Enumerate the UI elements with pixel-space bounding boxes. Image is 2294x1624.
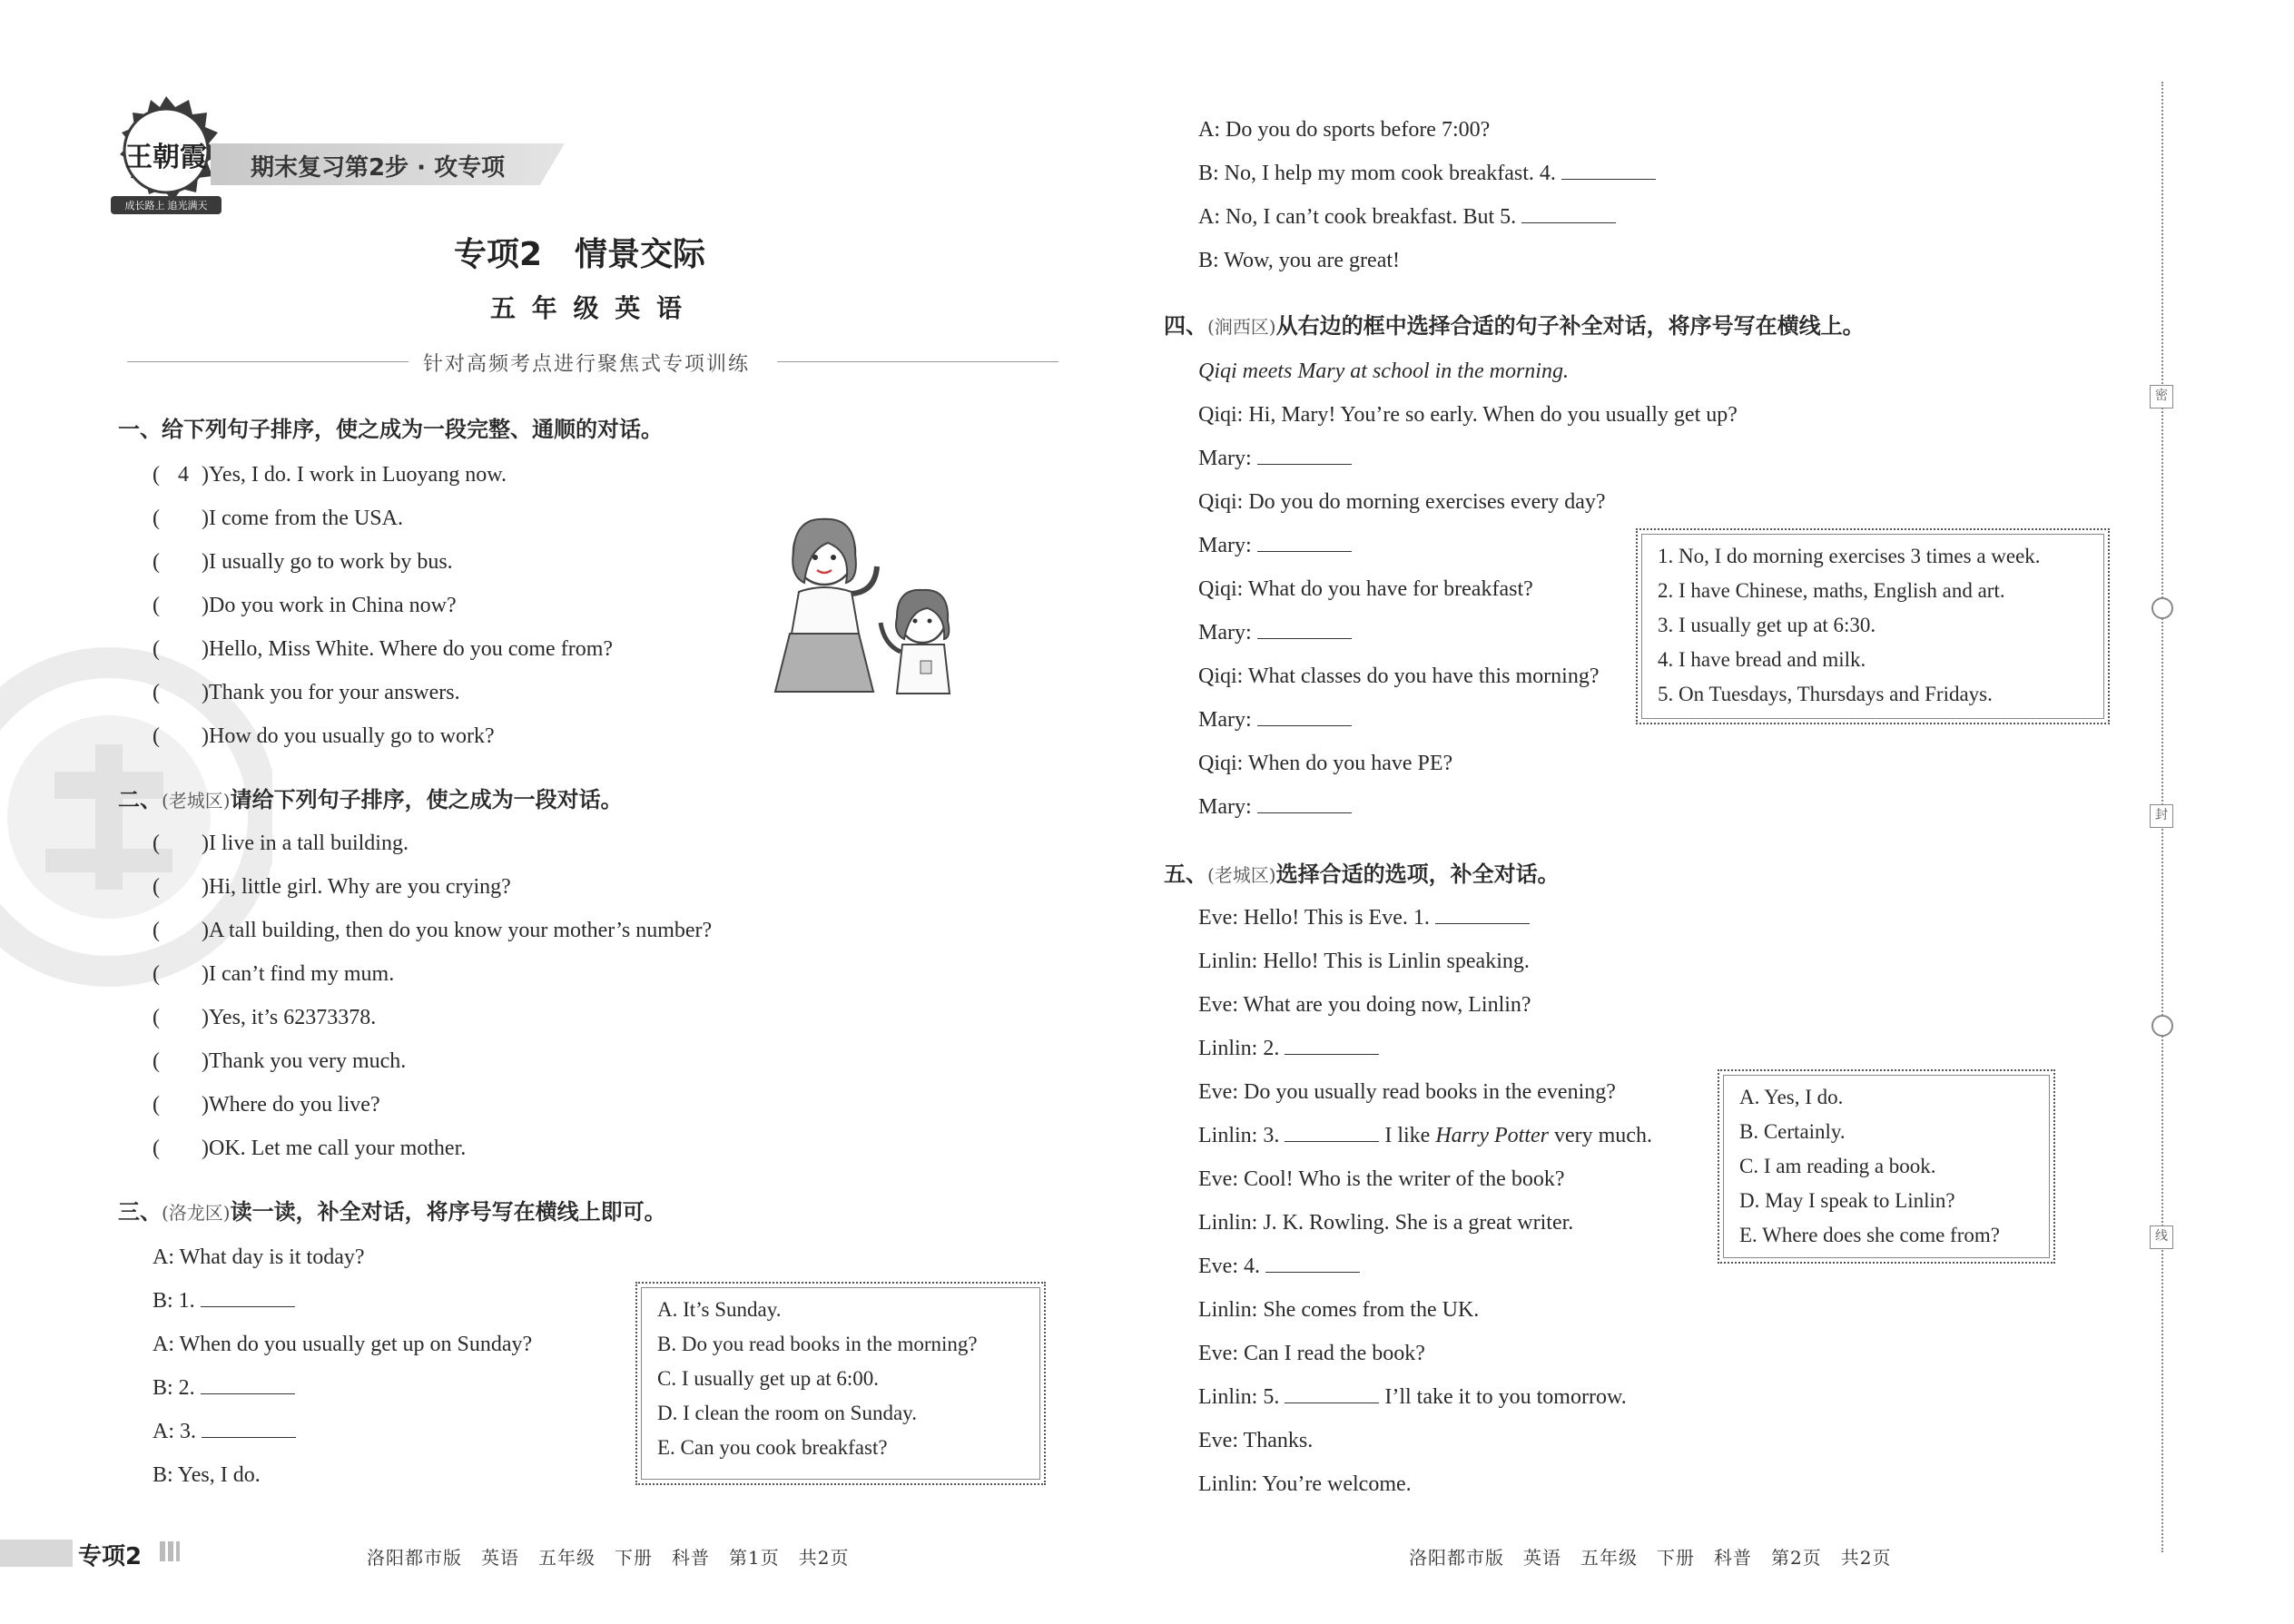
header-banner-text: 期末复习第2步 · 攻专项 — [251, 154, 506, 182]
logo-text: 王朝霞 — [125, 142, 207, 173]
section4-options-box — [1636, 528, 2110, 724]
binding-circle-icon — [2151, 1015, 2173, 1037]
dialogue-line: Eve: Can I read the book? — [1198, 1342, 1425, 1365]
tagline: 针对高频考点进行聚焦式专项训练 — [423, 352, 751, 375]
dialogue-line: Linlin: 3. I like Harry Potter very much. — [1198, 1124, 1652, 1147]
option-item: 2. I have Chinese, maths, English and art. — [1658, 579, 2005, 602]
list-item: ( )I usually go to work by bus. — [153, 550, 453, 574]
page-subtitle: 五 年 级 英 语 — [490, 293, 685, 323]
dialogue-line: A: No, I can’t cook breakfast. But 5. — [1198, 203, 1616, 231]
option-item: B. Do you read books in the morning? — [657, 1333, 978, 1355]
dialogue-line: A: 3. — [153, 1418, 296, 1445]
dialogue-line: B: 2. — [153, 1374, 295, 1402]
dialogue-line: Mary: — [1198, 706, 1352, 733]
option-item: 5. On Tuesdays, Thursdays and Fridays. — [1658, 683, 1993, 705]
dialogue-line: Linlin: 2. — [1198, 1035, 1379, 1062]
dialogue-line: Linlin: You’re welcome. — [1198, 1472, 1412, 1496]
section1-heading: 一、给下列句子排序，使之成为一段完整、通顺的对话。 — [118, 417, 663, 442]
dialogue-line: B: Wow, you are great! — [1198, 249, 1400, 272]
dialogue-line: Mary: — [1198, 619, 1352, 646]
dialogue-line: Qiqi: Do you do morning exercises every day? — [1198, 490, 1606, 514]
tagline-rule-left — [127, 361, 409, 362]
footer-tag: 专项2 — [78, 1543, 143, 1570]
dialogue-line: Eve: 4. — [1198, 1253, 1360, 1280]
dialogue-line: Linlin: She comes from the UK. — [1198, 1298, 1480, 1322]
dialogue-line: Mary: — [1198, 445, 1352, 472]
option-item: B. Certainly. — [1739, 1120, 1846, 1143]
option-item: E. Can you cook breakfast? — [657, 1436, 888, 1459]
section5-options-box — [1718, 1069, 2055, 1264]
option-item: D. I clean the room on Sunday. — [657, 1402, 917, 1424]
blank-field[interactable] — [1265, 1254, 1360, 1273]
blank-field[interactable] — [1561, 161, 1656, 180]
page-title: 专项2 情景交际 — [454, 236, 706, 273]
dialogue-line: Linlin: J. K. Rowling. She is a great writer. — [1198, 1211, 1574, 1235]
blank-field[interactable] — [202, 1419, 296, 1438]
option-item: D. May I speak to Linlin? — [1739, 1189, 1955, 1212]
dialogue-line: Eve: What are you doing now, Linlin? — [1198, 993, 1531, 1017]
dialogue-line: Qiqi: What classes do you have this morning? — [1198, 664, 1600, 688]
logo-ribbon-text: 成长路上 追光满天 — [124, 201, 208, 212]
list-item: ( )Thank you very much. — [153, 1049, 407, 1073]
dialogue-line: Eve: Thanks. — [1198, 1429, 1314, 1452]
dialogue-line: Linlin: 5. I’ll take it to you tomorrow. — [1198, 1385, 1627, 1409]
margin-char-box: 密 — [2150, 385, 2173, 408]
list-item: ( )I come from the USA. — [153, 507, 403, 530]
blank-field[interactable] — [1257, 707, 1352, 726]
illustration-teacher-girl — [768, 516, 966, 697]
blank-field[interactable] — [1257, 446, 1352, 465]
dialogue-line: Mary: — [1198, 793, 1352, 821]
blank-field[interactable] — [1285, 1036, 1379, 1055]
blank-field[interactable] — [1257, 620, 1352, 639]
footer-grid-icon — [160, 1541, 180, 1561]
margin-char-box: 线 — [2150, 1225, 2173, 1249]
dialogue-line: Qiqi: When do you have PE? — [1198, 752, 1453, 775]
dialogue-line: Linlin: Hello! This is Linlin speaking. — [1198, 950, 1530, 973]
blank-field[interactable] — [1521, 204, 1616, 223]
list-item: ( )I can’t find my mum. — [153, 962, 395, 986]
scene-description: Qiqi meets Mary at school in the morning. — [1198, 359, 1569, 383]
option-item: A. Yes, I do. — [1739, 1086, 1844, 1108]
option-item: E. Where does she come from? — [1739, 1224, 2000, 1246]
dialogue-line: B: 1. — [153, 1287, 295, 1314]
list-item: ( )OK. Let me call your mother. — [153, 1137, 467, 1160]
blank-field[interactable] — [1285, 1384, 1379, 1403]
dialogue-line: Eve: Do you usually read books in the evening? — [1198, 1080, 1616, 1104]
section3-options-box — [635, 1282, 1046, 1485]
list-item: ( )Hi, little girl. Why are you crying? — [153, 875, 511, 899]
option-item: 4. I have bread and milk. — [1658, 648, 1866, 671]
section3-heading: 三、(洛龙区)读一读，补全对话，将序号写在横线上即可。 — [118, 1199, 666, 1225]
dialogue-line: Mary: — [1198, 532, 1352, 559]
dialogue-line: A: When do you usually get up on Sunday? — [153, 1333, 533, 1356]
option-item: 3. I usually get up at 6:30. — [1658, 614, 1876, 636]
list-item: ( )Yes, it’s 62373378. — [153, 1006, 377, 1029]
dialogue-line: Qiqi: Hi, Mary! You’re so early. When do you usually get up? — [1198, 403, 1738, 427]
list-item: ( )A tall building, then do you know your mother’s number? — [153, 919, 713, 942]
footer-right-page-info: 洛阳都市版 英语 五年级 下册 科普 第2页 共2页 — [1409, 1547, 1892, 1569]
list-item: ( )I live in a tall building. — [153, 832, 409, 855]
answer-field[interactable]: 4 — [178, 463, 189, 487]
option-item: 1. No, I do morning exercises 3 times a week. — [1658, 545, 2041, 567]
section2-heading: 二、(老城区)请给下列句子排序，使之成为一段对话。 — [118, 787, 623, 812]
section4-heading: 四、(涧西区)从右边的框中选择合适的句子补全对话，将序号写在横线上。 — [1164, 313, 1865, 339]
option-item: C. I am reading a book. — [1739, 1155, 1936, 1177]
blank-field[interactable] — [201, 1375, 295, 1394]
blank-field[interactable] — [1257, 533, 1352, 552]
binding-circle-icon — [2151, 597, 2173, 619]
list-item: ( )Where do you live? — [153, 1093, 380, 1117]
list-item: ( )Do you work in China now? — [153, 594, 457, 617]
dialogue-line: B: Yes, I do. — [153, 1463, 261, 1487]
dialogue-line: Eve: Hello! This is Eve. 1. — [1198, 904, 1530, 931]
list-item: ( )Hello, Miss White. Where do you come from? — [153, 637, 614, 661]
blank-field[interactable] — [201, 1288, 295, 1307]
list-item: ( )Thank you for your answers. — [153, 681, 460, 704]
margin-char-box: 封 — [2150, 804, 2173, 828]
footer-left-page-info: 洛阳都市版 英语 五年级 下册 科普 第1页 共2页 — [367, 1547, 850, 1569]
blank-field[interactable] — [1435, 905, 1530, 924]
option-item: C. I usually get up at 6:00. — [657, 1367, 880, 1390]
logo — [107, 94, 225, 221]
dialogue-line: Eve: Cool! Who is the writer of the book? — [1198, 1167, 1565, 1191]
list-item: ( )How do you usually go to work? — [153, 724, 495, 748]
option-item: A. It’s Sunday. — [657, 1298, 782, 1321]
section5-heading: 五、(老城区)选择合适的选项，补全对话。 — [1164, 861, 1560, 887]
tagline-rule-right — [777, 361, 1058, 362]
footer-tag-bar — [0, 1540, 73, 1567]
dialogue-line: A: What day is it today? — [153, 1245, 365, 1269]
list-item: ( 4 )Yes, I do. I work in Luoyang now. — [153, 463, 507, 487]
blank-field[interactable] — [1285, 1123, 1379, 1142]
dialogue-line: Qiqi: What do you have for breakfast? — [1198, 577, 1533, 601]
blank-field[interactable] — [1257, 794, 1352, 813]
dialogue-line: B: No, I help my mom cook breakfast. 4. — [1198, 160, 1656, 187]
dialogue-line: A: Do you do sports before 7:00? — [1198, 118, 1491, 142]
